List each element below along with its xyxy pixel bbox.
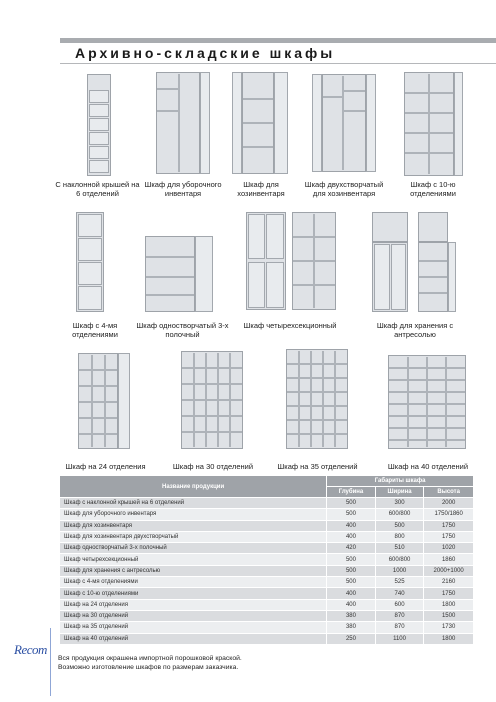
table-row [60, 577, 474, 588]
product-four-section [240, 210, 340, 342]
logo-divider [50, 628, 51, 696]
header-depth: Глубина [327, 487, 376, 498]
product-10-sections [392, 70, 474, 210]
product-cleaning [142, 70, 224, 210]
product-name-cell: Шкаф для хозинвентаря [60, 520, 327, 531]
product-4-sections [60, 210, 130, 342]
height-cell: 1020 [424, 543, 474, 554]
product-name-cell: Шкаф с 4-мя отделениями [60, 577, 327, 588]
product-household [226, 70, 296, 210]
table-row [60, 520, 474, 531]
product-name-cell: Шкаф для хранения с антресолью [60, 565, 327, 576]
width-cell: 600/800 [375, 554, 424, 565]
depth-cell: 400 [327, 520, 376, 531]
depth-cell: 400 [327, 599, 376, 610]
caption: Шкаф на 24 отделения [65, 462, 146, 471]
depth-cell: 250 [327, 633, 376, 644]
height-cell: 1730 [424, 622, 474, 633]
caption: Шкаф одностворчатый 3-х полочный [136, 321, 229, 339]
caption: Шкаф для уборочного инвентаря [144, 180, 222, 198]
width-cell: 600/800 [375, 509, 424, 520]
header-dimensions: Габариты шкафа [327, 476, 474, 487]
product-single-door-3-shelf [135, 210, 230, 342]
table-row [60, 599, 474, 610]
width-cell: 500 [375, 520, 424, 531]
table-row [60, 610, 474, 621]
product-name-cell: Шкаф на 35 отделений [60, 622, 327, 633]
product-name-cell: Шкаф для уборочного инвентаря [60, 509, 327, 520]
width-cell: 800 [375, 531, 424, 542]
caption: С наклонной крышей на 6 отделений [55, 180, 140, 198]
width-cell: 870 [375, 610, 424, 621]
height-cell: 2160 [424, 577, 474, 588]
depth-cell: 500 [327, 554, 376, 565]
height-cell: 2000 [424, 498, 474, 509]
caption: Шкаф на 40 отделений [387, 462, 469, 471]
dimensions-table [59, 475, 474, 645]
depth-cell: 380 [327, 610, 376, 621]
height-cell: 1500 [424, 610, 474, 621]
width-cell: 525 [375, 577, 424, 588]
caption: Шкаф с 10-ю отделениями [410, 180, 456, 198]
product-name-cell: Шкаф с 10-ю отделениями [60, 588, 327, 599]
caption: Шкаф для хозинвентаря [237, 180, 285, 198]
product-inclined-6 [55, 70, 140, 210]
header-height: Высота [424, 487, 474, 498]
width-cell: 740 [375, 588, 424, 599]
width-cell: 870 [375, 622, 424, 633]
depth-cell: 500 [327, 577, 376, 588]
top-accent-bar [60, 38, 496, 43]
title-divider [60, 63, 496, 64]
caption: Шкаф четырехсекционный [243, 321, 337, 330]
product-name-cell: Шкаф для хозинвентаря двухстворчатый [60, 531, 327, 542]
table-row [60, 554, 474, 565]
product-household-double [300, 70, 388, 210]
table-row [60, 509, 474, 520]
table-row [60, 622, 474, 633]
product-40-sections [378, 345, 478, 470]
width-cell: 1000 [375, 565, 424, 576]
depth-cell: 420 [327, 543, 376, 554]
caption: Шкаф для хранения с антресолью [376, 321, 454, 339]
product-name-cell: Шкаф одностворчатый 3-х полочный [60, 543, 327, 554]
table-row [60, 543, 474, 554]
table-row [60, 633, 474, 644]
product-30-sections [163, 345, 263, 470]
table-row [60, 531, 474, 542]
width-cell: 1100 [375, 633, 424, 644]
depth-cell: 400 [327, 531, 376, 542]
height-cell: 1750 [424, 588, 474, 599]
caption: Шкаф на 30 отделений [172, 462, 254, 471]
header-product-name: Название продукции [60, 476, 327, 498]
depth-cell: 500 [327, 509, 376, 520]
width-cell: 510 [375, 543, 424, 554]
caption: Шкаф двухстворчатый для хозинвентаря [304, 180, 384, 198]
footnote [58, 655, 242, 672]
product-35-sections [270, 345, 365, 470]
height-cell: 2000+1000 [424, 565, 474, 576]
table-row [60, 498, 474, 509]
table-row [60, 565, 474, 576]
product-name-cell: Шкаф на 30 отделений [60, 610, 327, 621]
product-name-cell: Шкаф на 40 отделений [60, 633, 327, 644]
product-name-cell: Шкаф четырехсекционный [60, 554, 327, 565]
caption: Шкаф на 35 отделений [277, 462, 358, 471]
header-width: Ширина [375, 487, 424, 498]
width-cell: 600 [375, 599, 424, 610]
footnote-line: Вся продукция окрашена импортной порошковой краской. [58, 655, 242, 662]
height-cell: 1800 [424, 599, 474, 610]
product-24-sections [58, 345, 153, 470]
product-name-cell: Шкаф на 24 отделения [60, 599, 327, 610]
company-logo: Recom [14, 642, 47, 657]
page-title: Архивно-складские шкафы [75, 45, 336, 61]
product-mezzanine [360, 210, 470, 342]
product-name-cell: Шкаф с наклонной крышей на 6 отделений [60, 498, 327, 509]
height-cell: 1860 [424, 554, 474, 565]
width-cell: 300 [375, 498, 424, 509]
caption: Шкаф с 4-мя отделениями [72, 321, 118, 339]
depth-cell: 380 [327, 622, 376, 633]
table-row [60, 588, 474, 599]
depth-cell: 500 [327, 498, 376, 509]
height-cell: 1800 [424, 633, 474, 644]
footnote-line: Возможно изготовление шкафов по размерам заказчика. [58, 663, 239, 671]
height-cell: 1750 [424, 520, 474, 531]
depth-cell: 400 [327, 588, 376, 599]
height-cell: 1750 [424, 531, 474, 542]
height-cell: 1750/1860 [424, 509, 474, 520]
depth-cell: 500 [327, 565, 376, 576]
